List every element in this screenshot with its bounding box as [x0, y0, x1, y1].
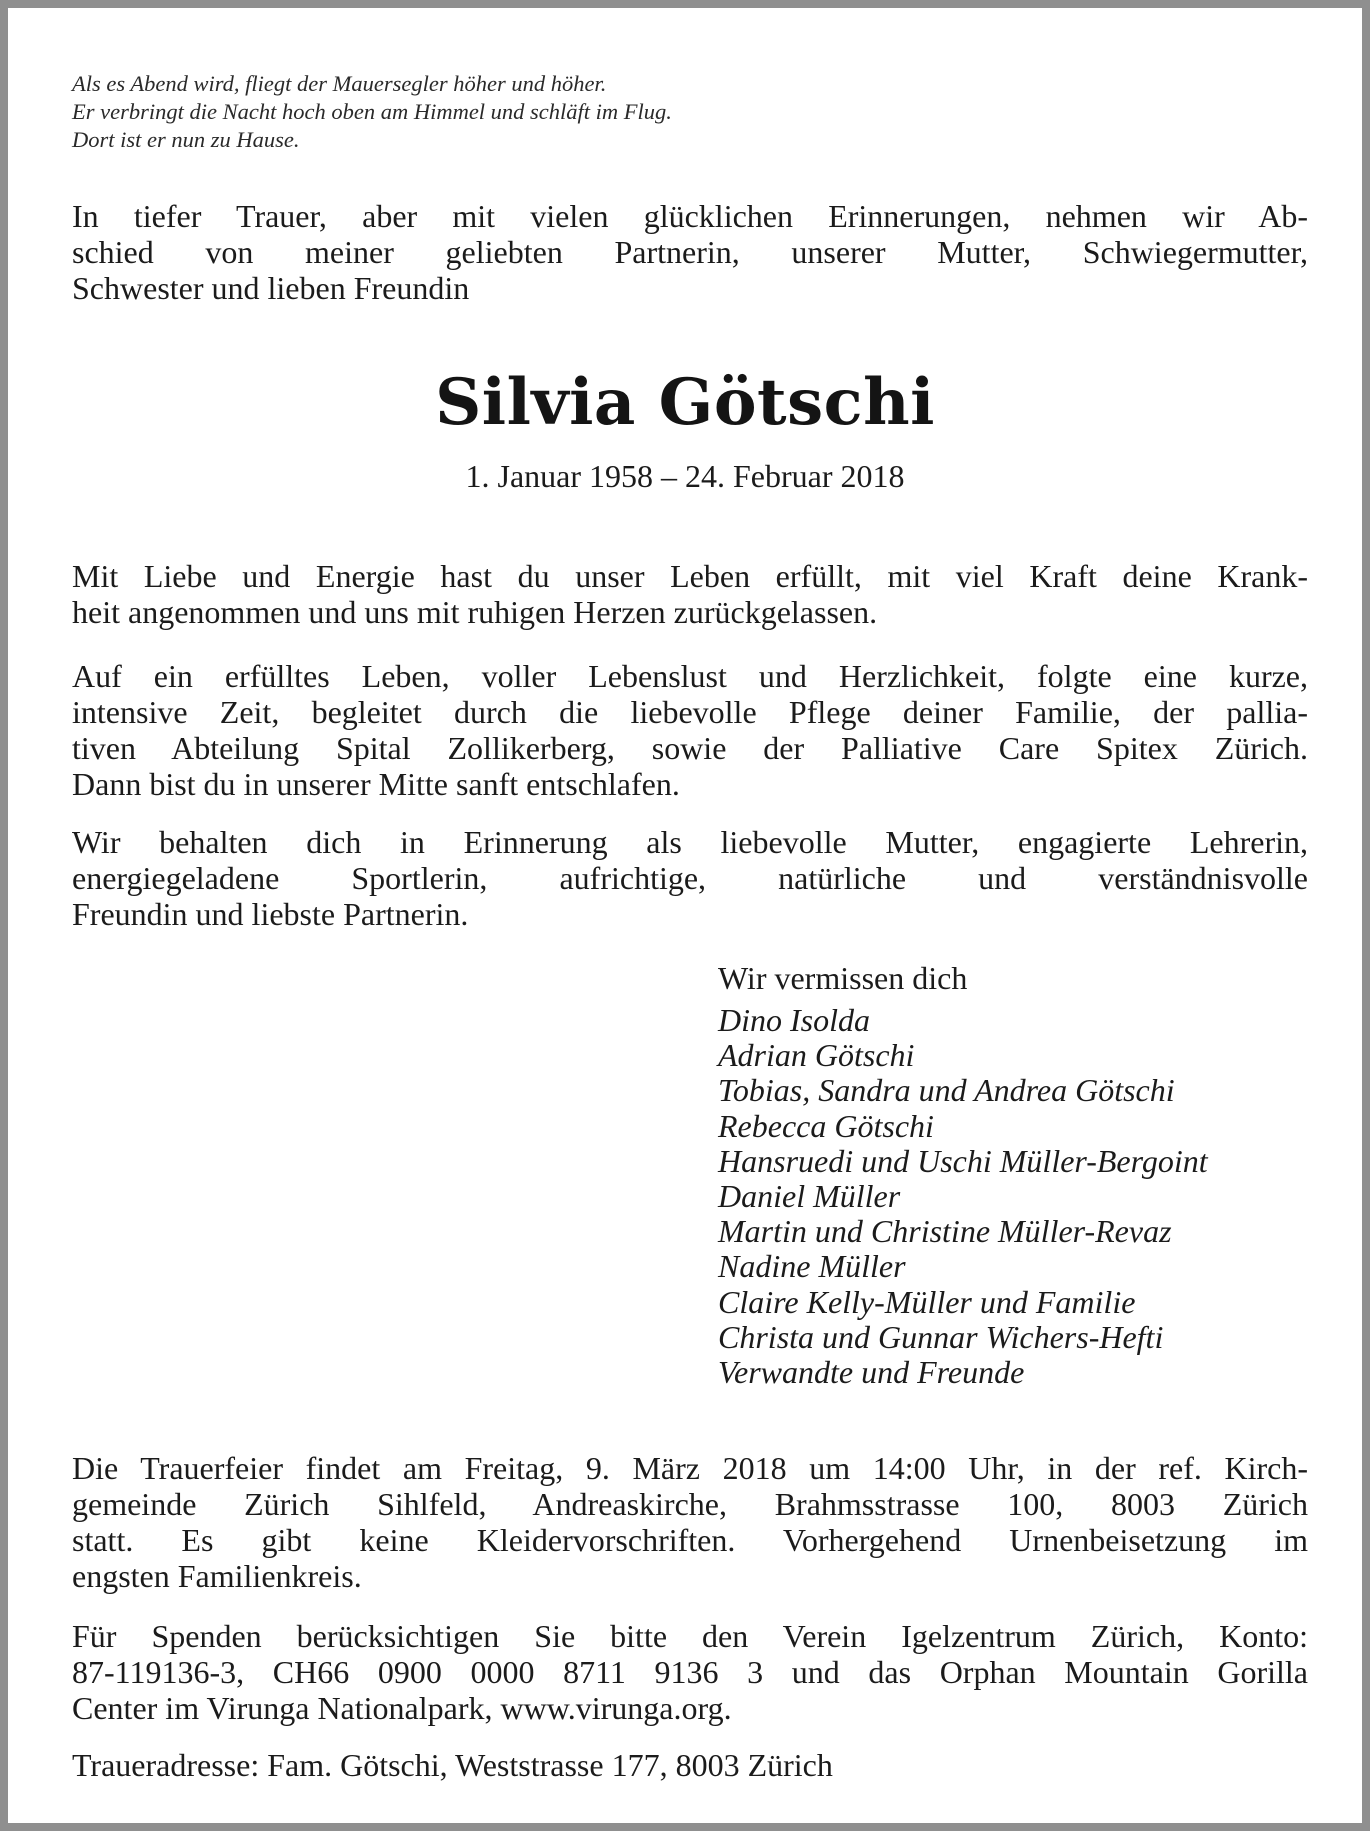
- motto-line: Als es Abend wird, fliegt der Mauersegler höher und höher.: [72, 71, 607, 96]
- paragraph-line: Dann bist du in unserer Mitte sanft entschlafen.: [72, 766, 680, 802]
- paragraph-line: Mit Liebe und Energie hast du unser Leben erfüllt, mit viel Kraft deine Krank-: [72, 558, 1308, 594]
- paragraph-line: tiven Abteilung Spital Zollikerberg, sowie der Palliative Care Spitex Zürich.: [72, 730, 1308, 766]
- paragraph-life: [72, 558, 1308, 630]
- signatory: Dino Isolda: [718, 1002, 870, 1038]
- intro-line: Schwester und lieben Freundin: [72, 270, 470, 306]
- service-line: gemeinde Zürich Sihlfeld, Andreaskirche, Brahmsstrasse 100, 8003 Zürich: [72, 1486, 1308, 1522]
- donation-details: [72, 1618, 1308, 1726]
- intro-line: In tiefer Trauer, aber mit vielen glücklichen Erinnerungen, nehmen wir Ab-: [72, 198, 1308, 234]
- signatories-list: [718, 1003, 1208, 1390]
- paragraph-line: Auf ein erfülltes Leben, voller Lebenslust und Herzlichkeit, folgte eine kurze,: [72, 658, 1308, 694]
- paragraph-line: Freundin und liebste Partnerin.: [72, 896, 469, 932]
- paragraph-remembrance: [72, 824, 1308, 932]
- signatory: Rebecca Götschi: [718, 1107, 934, 1144]
- mourning-address: [72, 1747, 1308, 1783]
- intro-paragraph: [72, 198, 1308, 306]
- paragraph-line: energiegeladene Sportlerin, aufrichtige, natürliche und verständnisvolle: [72, 860, 1308, 896]
- signatory: Adrian Götschi: [718, 1037, 915, 1074]
- paragraph-line: intensive Zeit, begleitet durch die liebevolle Pflege deiner Familie, der pallia-: [72, 694, 1308, 730]
- intro-line: schied von meiner geliebten Partnerin, unserer Mutter, Schwiegermutter,: [72, 234, 1308, 270]
- address-line: Traueradresse: Fam. Götschi, Weststrasse 177, 8003 Zürich: [72, 1747, 833, 1783]
- signatory: Christa und Gunnar Wichers-Hefti: [718, 1318, 1164, 1355]
- signatory: Hansruedi und Uschi Müller-Bergoint: [718, 1142, 1208, 1179]
- service-line: engsten Familienkreis.: [72, 1558, 362, 1594]
- motto-verse: [72, 70, 1308, 154]
- signatory: Martin und Christine Müller-Revaz: [718, 1213, 1172, 1250]
- paragraph-line: Wir behalten dich in Erinnerung als liebevolle Mutter, engagierte Lehrerin,: [72, 824, 1308, 860]
- signatory: Tobias, Sandra und Andrea Götschi: [718, 1072, 1175, 1109]
- donation-line: Center im Virunga Nationalpark, www.virunga.org.: [72, 1690, 732, 1726]
- motto-line: Er verbringt die Nacht hoch oben am Himmel und schläft im Flug.: [72, 99, 672, 124]
- signoff-greeting: Wir vermissen dich: [718, 960, 968, 996]
- paragraph-illness: [72, 658, 1308, 802]
- deceased-name: Silvia Götschi: [435, 365, 935, 440]
- motto-line: Dort ist er nun zu Hause.: [72, 127, 300, 152]
- signatory: Verwandte und Freunde: [718, 1354, 1025, 1391]
- donation-line: 87-119136-3, CH66 0900 0000 8711 9136 3 und das Orphan Mountain Gorilla: [72, 1654, 1308, 1690]
- signatory: Claire Kelly-Müller und Familie: [718, 1283, 1136, 1320]
- service-details: [72, 1450, 1308, 1594]
- signatory: Daniel Müller: [718, 1178, 901, 1215]
- service-line: Die Trauerfeier findet am Freitag, 9. März 2018 um 14:00 Uhr, in der ref. Kirch-: [72, 1450, 1308, 1486]
- service-line: statt. Es gibt keine Kleidervorschriften. Vorhergehend Urnenbeisetzung im: [72, 1522, 1308, 1558]
- life-dates: 1. Januar 1958 – 24. Februar 2018: [465, 458, 905, 494]
- paragraph-line: heit angenommen und uns mit ruhigen Herzen zurückgelassen.: [72, 594, 878, 630]
- obituary-page: [8, 8, 1362, 1823]
- signatory: Nadine Müller: [718, 1248, 906, 1285]
- donation-line: Für Spenden berücksichtigen Sie bitte den Verein Igelzentrum Zürich, Konto:: [72, 1618, 1308, 1654]
